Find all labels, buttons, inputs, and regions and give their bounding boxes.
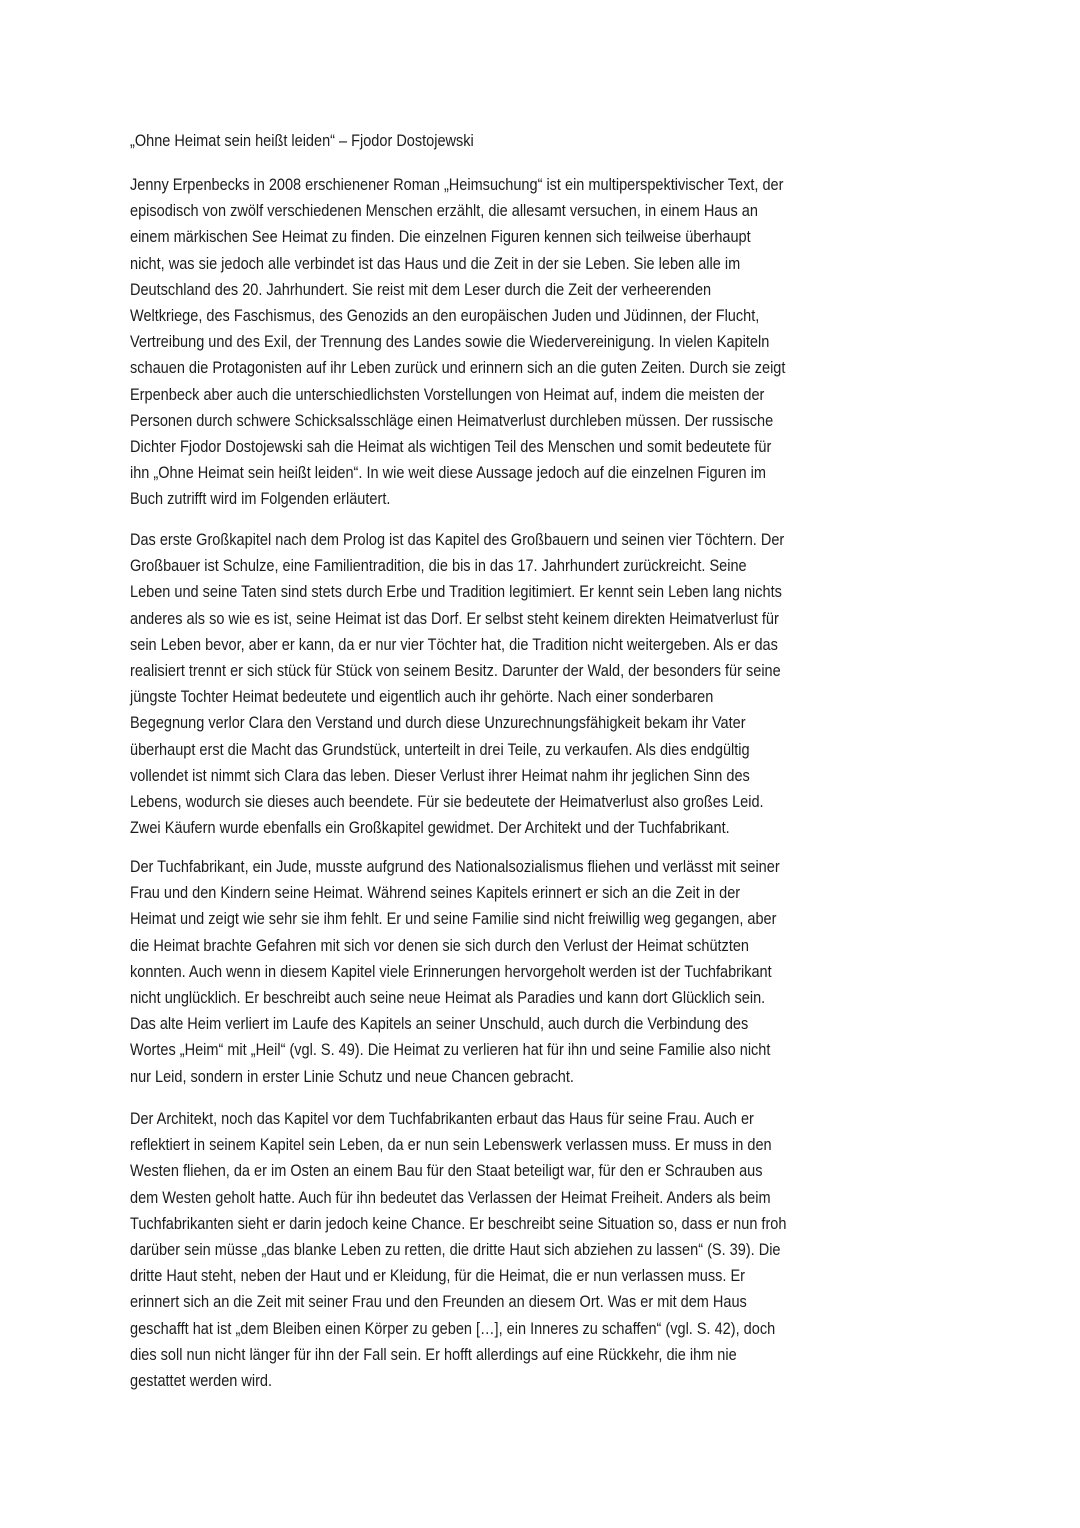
text-line: die Heimat brachte Gefahren mit sich vor denen sie sich durch den Verlust der Heimat schützten xyxy=(130,935,750,955)
text-line: Frau und den Kindern seine Heimat. Während seines Kapitels erinnert er sich an die Zeit in der xyxy=(130,883,741,903)
paragraph-intro xyxy=(130,172,1030,512)
text-line: Wortes „Heim“ mit „Heil“ (vgl. S. 49). Die Heimat zu verlieren hat für ihn und seine Familie also nicht xyxy=(130,1040,771,1060)
paragraph-tuchfabrikant xyxy=(130,854,1030,1090)
text-line: Westen fliehen, da er im Osten an einem Bau für den Staat beteiligt war, für den er Schrauben aus xyxy=(130,1161,763,1181)
text-line: einem märkischen See Heimat zu finden. Die einzelnen Figuren kennen sich teilweise überhaupt xyxy=(130,227,751,247)
text-line: Heimat und zeigt wie sehr sie ihm fehlt. Er und seine Familie sind nicht freiwillig weg gegangen, aber xyxy=(130,909,777,929)
text-line: nicht, was sie jedoch alle verbindet ist das Haus und die Zeit in der sie Leben. Sie leben alle im xyxy=(130,253,741,273)
text-line: konnten. Auch wenn in diesem Kapitel viele Erinnerungen hervorgeholt werden ist der Tuchfabrikant xyxy=(130,961,772,981)
text-line: Dichter Fjodor Dostojewski sah die Heimat als wichtigen Teil des Menschen und somit bedeutete für xyxy=(130,436,772,456)
text-line: erinnert sich an die Zeit mit seiner Frau und den Freunden an diesem Ort. Was er mit dem Haus xyxy=(130,1292,747,1312)
text-line: überhaupt erst die Macht das Grundstück, unterteilt in drei Teile, zu verkaufen. Als dies endgültig xyxy=(130,739,750,759)
text-line: vollendet ist nimmt sich Clara das leben. Dieser Verlust ihrer Heimat nahm ihr jeglichen Sinn des xyxy=(130,765,750,785)
paragraph-architekt xyxy=(130,1106,1030,1394)
text-line: realisiert trennt er sich stück für Stück von seinem Besitz. Darunter der Wald, der besonders für seine xyxy=(130,660,781,680)
text-line: sein Leben bevor, aber er kann, da er nur vier Töchter hat, die Tradition nicht weitergeben. Als er das xyxy=(130,634,778,654)
text-line: Leben und seine Taten sind stets durch Erbe und Tradition legitimiert. Er kennt sein Leben lang nichts xyxy=(130,582,782,602)
text-line: dritte Haut steht, neben der Haut und er Kleidung, für die Heimat, die er nun verlassen muss. Er xyxy=(130,1266,746,1286)
text-line: darüber sein müsse „das blanke Leben zu retten, die dritte Haut sich abziehen zu lassen“ (S. 39). Die xyxy=(130,1239,781,1259)
text-line: anderes als so wie es ist, seine Heimat ist das Dorf. Er selbst steht keinem direkten Heimatverlust für xyxy=(130,608,779,628)
text-line: nur Leid, sondern in erster Linie Schutz und neue Chancen gebracht. xyxy=(130,1066,574,1086)
text-line: Lebens, wodurch sie dieses auch beendete. Für sie bedeutete der Heimatverlust also großes Leid. xyxy=(130,791,764,811)
text-line: Deutschland des 20. Jahrhundert. Sie reist mit dem Leser durch die Zeit der verheerenden xyxy=(130,279,712,299)
text-line: gestattet werden wird. xyxy=(130,1370,273,1390)
text-line: Tuchfabrikanten sieht er darin jedoch keine Chance. Er beschreibt seine Situation so, dass er nun froh xyxy=(130,1213,787,1233)
text-line: Jenny Erpenbecks in 2008 erschienener Roman „Heimsuchung“ ist ein multiperspektivischer Text, der xyxy=(130,175,784,194)
text-line: Vertreibung und des Exil, der Trennung des Landes sowie die Wiedervereinigung. In vielen Kapiteln xyxy=(130,332,770,352)
text-line: dies soll nun nicht länger für ihn der Fall sein. Er hofft allerdings auf eine Rückkehr, die ihm nie xyxy=(130,1344,737,1364)
text-line: Buch zutrifft wird im Folgenden erläutert. xyxy=(130,489,391,509)
text-line: Das alte Heim verliert im Laufe des Kapitels an seiner Unschuld, auch durch die Verbindung des xyxy=(130,1014,749,1034)
text-line: Der Tuchfabrikant, ein Jude, musste aufgrund des Nationalsozialismus fliehen und verlässt mit seiner xyxy=(130,857,780,876)
text-line: episodisch von zwölf verschiedenen Menschen erzählt, die allesamt versuchen, in einem Haus an xyxy=(130,201,758,221)
text-line: Begegnung verlor Clara den Verstand und durch diese Unzurechnungsfähigkeit bekam ihr Vater xyxy=(130,713,746,733)
text-line: Der Architekt, noch das Kapitel vor dem Tuchfabrikanten erbaut das Haus für seine Frau. Auch er xyxy=(130,1109,754,1128)
document-title-block xyxy=(130,128,1030,154)
paragraph-grossbauer xyxy=(130,527,1030,841)
text-line: ihn „Ohne Heimat sein heißt leiden“. In wie weit diese Aussage jedoch auf die einzelnen Figuren im xyxy=(130,463,766,483)
text-line: jüngste Tochter Heimat bedeutete und eigentlich auch ihr gehörte. Nach einer sonderbaren xyxy=(130,687,714,707)
text-line: schauen die Protagonisten auf ihr Leben zurück und erinnern sich an die guten Zeiten. Durch sie zeigt xyxy=(130,358,786,378)
text-line: Zwei Käufern wurde ebenfalls ein Großkapitel gewidmet. Der Architekt und der Tuchfabrikant. xyxy=(130,818,730,838)
text-line: Das erste Großkapitel nach dem Prolog ist das Kapitel des Großbauern und seinen vier Töchtern. Der xyxy=(130,530,785,549)
text-line: reflektiert in seinem Kapitel sein Leben, da er nun sein Lebenswerk verlassen muss. Er muss in den xyxy=(130,1135,772,1155)
text-line: Weltkriege, des Faschismus, des Genozids an den europäischen Juden und Jüdinnen, der Flucht, xyxy=(130,305,760,325)
text-line: Personen durch schwere Schicksalsschläge einen Heimatverlust durchleben müssen. Der russische xyxy=(130,410,774,430)
text-line: nicht unglücklich. Er beschreibt auch seine neue Heimat als Paradies und kann dort Glücklich sein. xyxy=(130,987,766,1007)
text-line: Großbauer ist Schulze, eine Familientradition, die bis in das 17. Jahrhundert zurückreicht. Seine xyxy=(130,556,747,576)
text-line: geschafft hat ist „dem Bleiben einen Körper zu geben […], ein Inneres zu schaffen“ (vgl. S. 42), doch xyxy=(130,1318,776,1338)
document-title: „Ohne Heimat sein heißt leiden“ – Fjodor Dostojewski xyxy=(130,131,474,150)
text-line: Erpenbeck aber auch die unterschiedlichsten Vorstellungen von Heimat auf, indem die meisten der xyxy=(130,384,765,404)
text-line: dem Westen geholt hatte. Auch für ihn bedeutet das Verlassen der Heimat Freiheit. Anders als beim xyxy=(130,1187,771,1207)
